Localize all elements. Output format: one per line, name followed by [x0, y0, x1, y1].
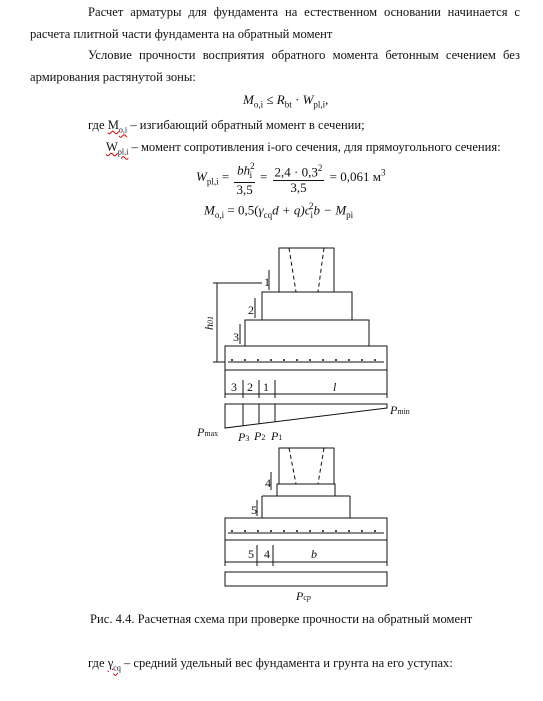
base-slab-lower	[225, 518, 387, 540]
formula-section-modulus: $W_{pl,i}$ = $\frac{bh^2_i}{3,5}$ = $\frac{2,4 \cdot 0,3^2}{3,5}$ = 0,061 $м^3$	[196, 161, 386, 197]
definition-moment: где $M_{o,i}$ – изгибающий обратный момент в сечении;	[88, 118, 365, 135]
formula-reverse-moment: $M_{o,i} = 0,5(\gamma_{cq}d + q)c_i^2b - M_{pi}$	[204, 201, 354, 220]
label-pmax: Pmax	[197, 425, 219, 439]
label-section-2: 2	[248, 303, 254, 317]
label-pmin: Pmin	[390, 403, 410, 417]
pressure-diagram	[225, 404, 387, 428]
label-dim-2: 2	[247, 380, 253, 394]
step-1	[262, 292, 352, 320]
label-section-4: 4	[265, 476, 271, 490]
uniform-pressure	[225, 572, 387, 586]
paragraph-1-line-1: Расчет арматуры для фундамента на естественном основании начинается с	[88, 5, 520, 19]
step-2	[245, 320, 369, 346]
label-p2: P2	[254, 429, 266, 443]
label-section-5: 5	[251, 503, 257, 517]
label-dim-l: l	[333, 380, 337, 394]
label-dim-4: 4	[264, 547, 270, 561]
label-section-3: 3	[233, 330, 239, 344]
label-dim-b: b	[311, 547, 317, 561]
label-section-1: 1	[264, 275, 270, 289]
label-p3: P3	[238, 430, 250, 444]
label-pcp: Pcp	[296, 589, 311, 603]
paragraph-1-line-2: расчета плитной части фундамента на обратный момент	[30, 27, 333, 41]
definition-section-modulus: $W_{pl,i}$ – момент сопротивления i-ого сечения, для прямоугольного сечения:	[106, 140, 501, 157]
column-upper	[279, 248, 334, 292]
formula-strength-condition: $M_{o,i} \le R_{bt} \cdot W_{pl,i}$,	[243, 92, 329, 110]
column-lower	[279, 448, 334, 484]
label-h01: h01	[202, 316, 216, 330]
paragraph-2-line-1: Условие прочности восприятия обратного момента бетонным сечением без	[88, 48, 520, 62]
base-slab-upper	[225, 346, 387, 370]
label-p1: P1	[271, 429, 283, 443]
step-lower	[277, 484, 335, 496]
label-dim-3: 3	[231, 380, 237, 394]
definition-unit-weight: где $\gamma_{cq}$ – средний удельный вес фундамента и грунта на его уступах:	[88, 656, 453, 673]
paragraph-2-line-2: армирования растянутой зоны:	[30, 70, 196, 84]
label-dim-5: 5	[248, 547, 254, 561]
label-dim-1: 1	[263, 380, 269, 394]
figure-caption: Рис. 4.4. Расчетная схема при проверке прочности на обратный момент	[90, 612, 473, 626]
